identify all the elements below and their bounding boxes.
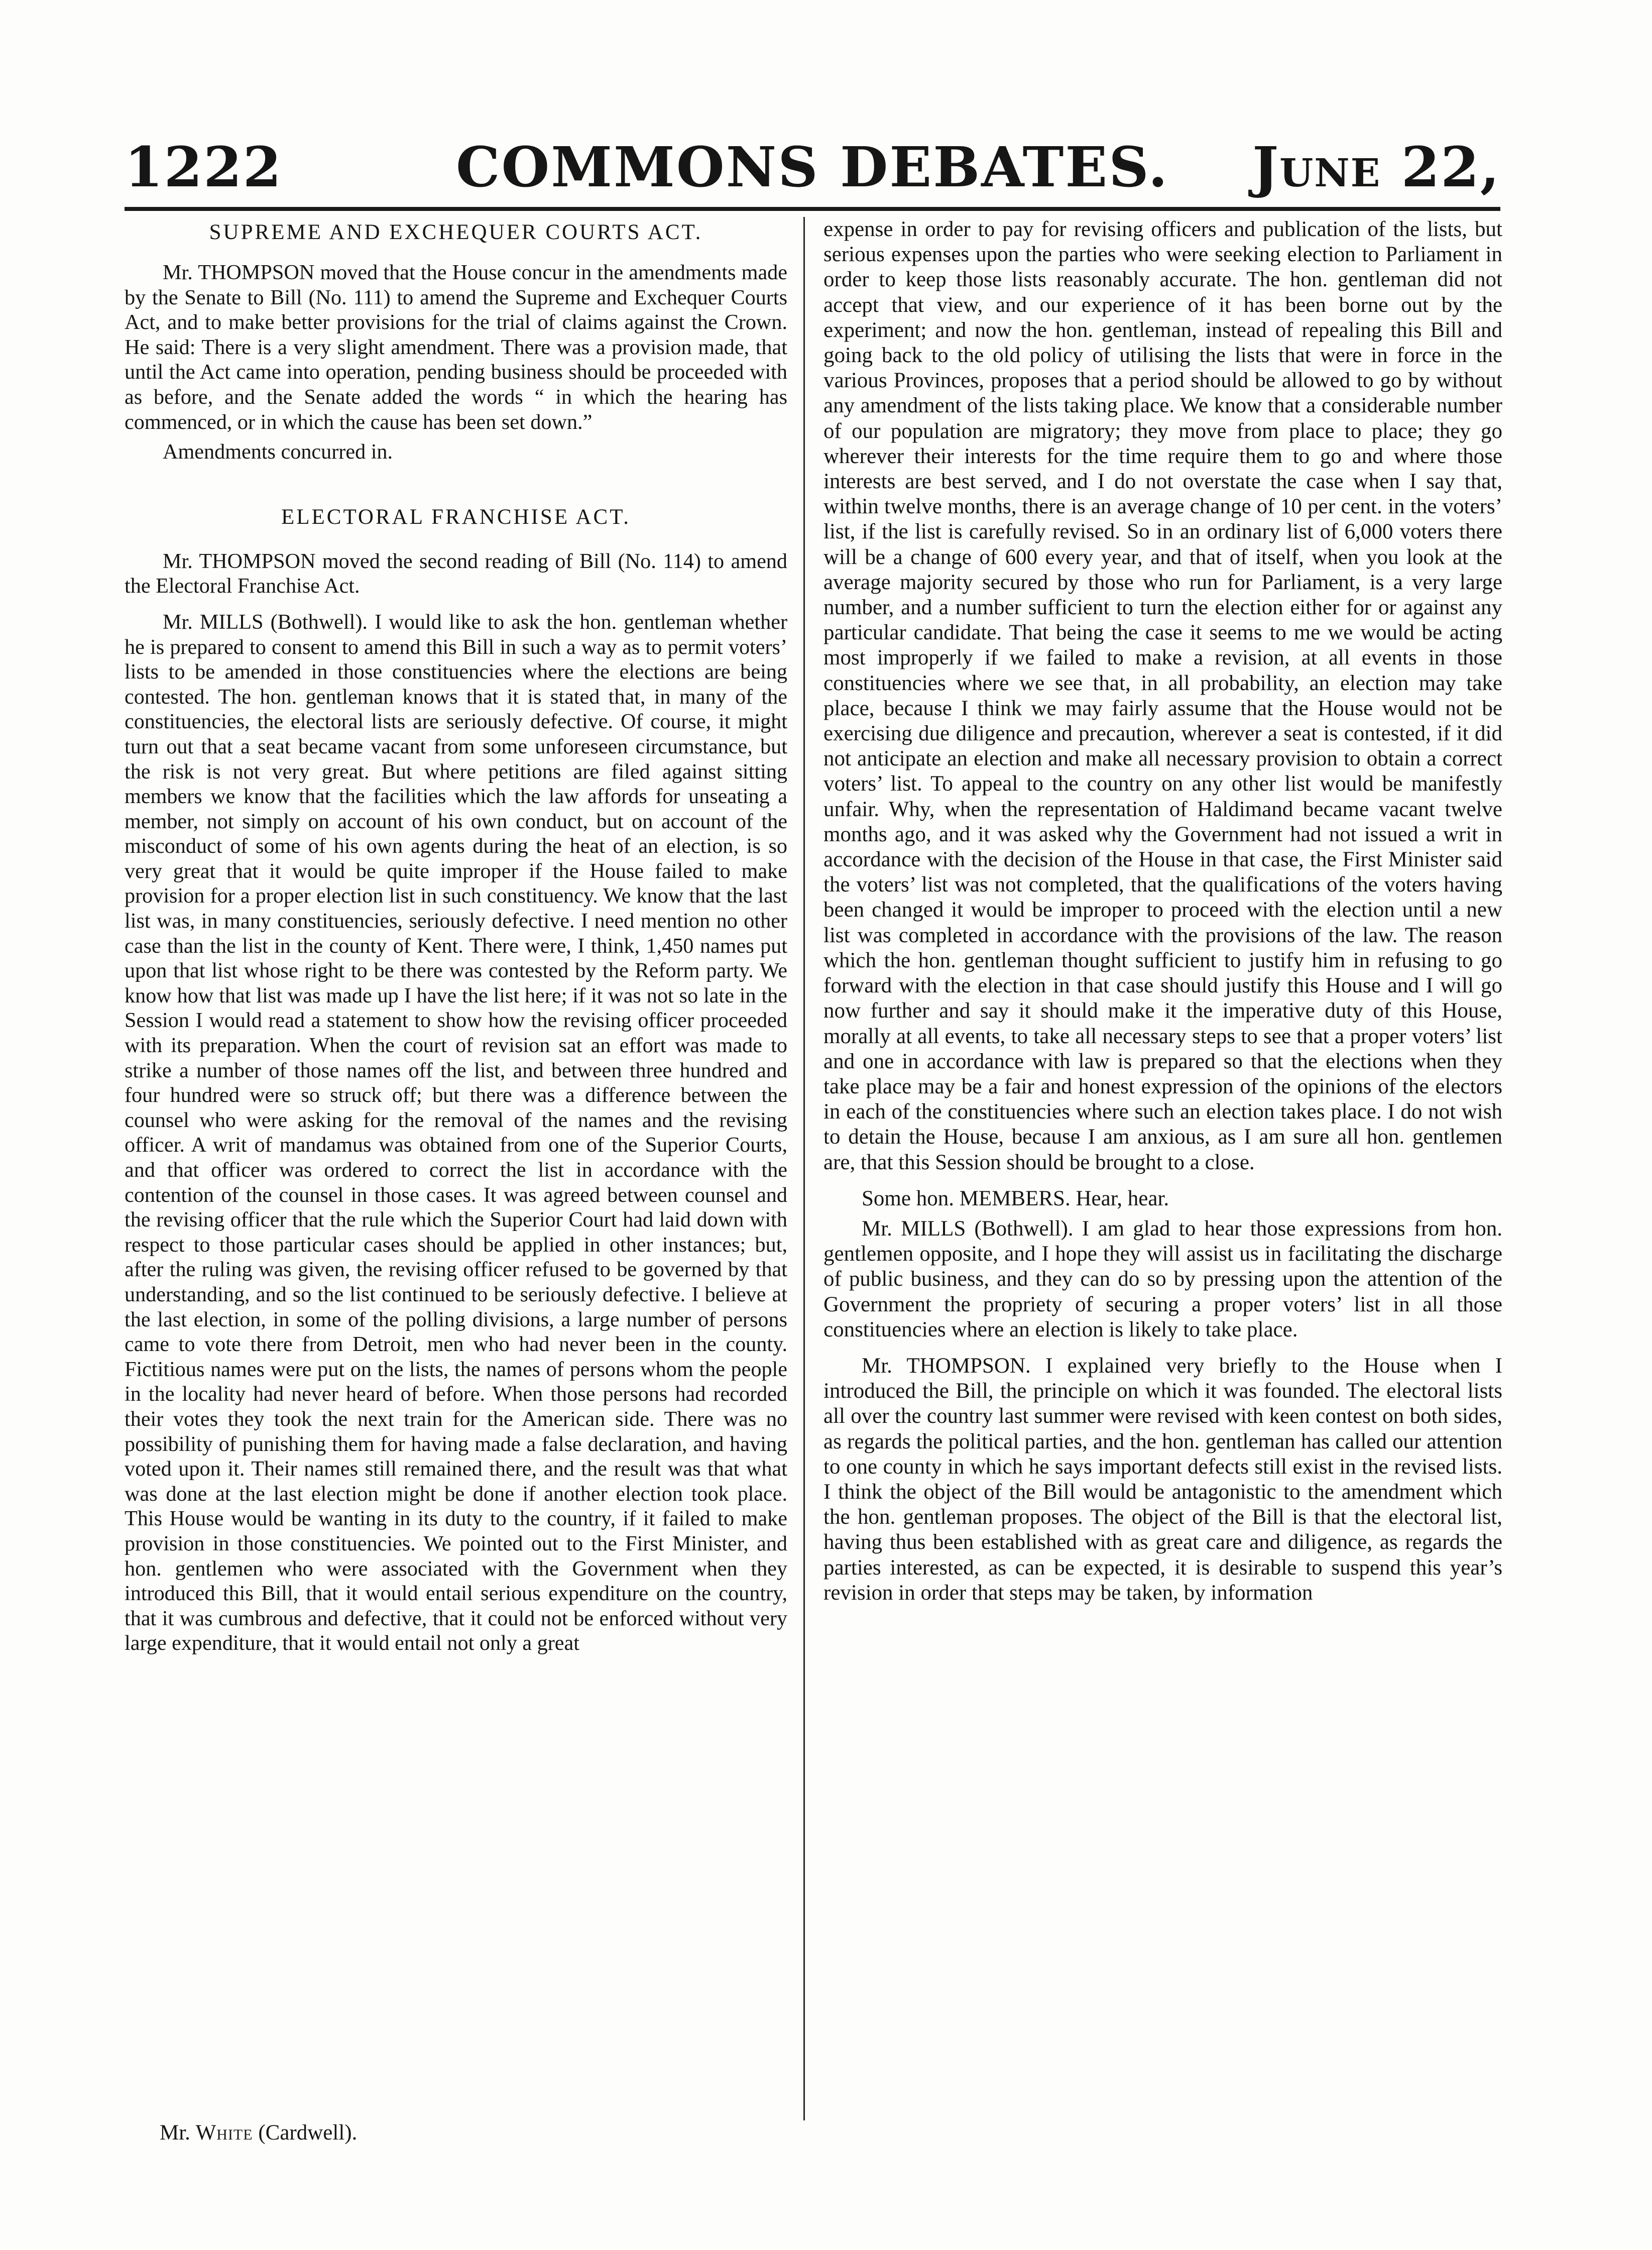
footer-speaker-name: White [195, 2121, 253, 2145]
paragraph-mills-reply: Mr. MILLS (Bothwell). I am glad to hear those expressions from hon. gentlemen opposite, and I hope they will assist us in facilitating the discharge of public business, and they can do so by pressing upon the attention of the Government the propriety of securing a proper voters’ list in all those constituencies where an election is likely to take place. [823, 1216, 1502, 1341]
section-heading-supreme-courts: SUPREME AND EXCHEQUER COURTS ACT. [209, 220, 703, 244]
paragraph-amendments-concurred: Amendments concurred in. [163, 440, 393, 464]
footer-speaker-suffix: (Cardwell). [258, 2121, 358, 2145]
paragraph-hear-hear: Some hon. MEMBERS. Hear, hear. [862, 1186, 1169, 1210]
section-heading-electoral-franchise: ELECTORAL FRANCHISE ACT. [281, 505, 631, 529]
right-column [823, 217, 1502, 1606]
footer-speaker-note [160, 2120, 357, 2146]
footer-speaker-prefix: Mr. [160, 2121, 190, 2145]
paragraph-mills-continued: expense in order to pay for revising officers and publication of the lists, but serious expenses upon the parties who were seeking election to Parliament in order to keep those lists reasonably accurate. The hon. gentleman did not accept that view, and our experience of it has been borne out by the experiment; and now the hon. gentleman, instead of repealing this Bill and going back to the old policy of utilising the lists that were in force in the various Provinces, proposes that a period should be allowed to go by without any amendment of the lists taking place. We know that a considerable number of our population are migratory; they move from place to place; they go wherever their interests for the time require them to go and where those interests are best served, and I do not overstate the case when I say that, within twelve months, there is an average change of 10 per cent. in the voters’ list, if the list is carefully revised. So in an ordinary list of 6,000 voters there will be a change of 600 every year, and that of itself, when you look at the average majority secured by those who run for Parliament, is a very large number, and a number sufficient to turn the election either for or against any particular candidate. That being the case it seems to me we would be acting most improperly if we failed to make a revision, at all events in those constituencies where we see that, in all probability, an election may take place, because I think we may fairly assume that the House would not be exercising due diligence and precaution, wherever a seat is contested, if it did not anticipate an election and make all necessary provision to obtain a correct voters’ list. To appeal to the country on any other list would be manifestly unfair. Why, when the representation of Haldimand became vacant twelve months ago, and it was asked why the Government had not issued a writ in accordance with the decision of the House in that case, the First Minister said the voters’ list was not completed, that the qualifications of the voters having been changed it would be improper to proceed with the election until a new list was completed in accordance with the provisions of the law. The reason which the hon. gentleman thought sufficient to justify him in refusing to go forward with the election in that case should justify this House and I will go now further and say it should make it the imperative duty of this House, morally at all events, to take all necessary steps to see that a proper voters’ list and one in accordance with law is prepared so that the elections when they take place may be a fair and honest expression of the opinions of the electors in each of the constituencies where such an election takes place. I do not wish to detain the House, because I am anxious, as I am sure all hon. gentlemen are, that this Session should be brought to a close. [823, 217, 1502, 1174]
page-date: June 22, [1252, 135, 1500, 199]
running-head [125, 135, 1500, 205]
column-divider [803, 217, 805, 2120]
paragraph-mills-speech: Mr. MILLS (Bothwell). I would like to ask the hon. gentleman whether he is prepared to consent to amend this Bill in such a way as to permit voters’ lists to be amended in those constituencies where the elections are being contested. The hon. gentleman knows that it is stated that, in many of the constituencies, the electoral lists are seriously defective. Of course, it might turn out that a seat became vacant from some unforeseen circumstance, but the risk is not very great. But where petitions are filed against sitting members we know that the facilities which the law affords for unseating a member, not simply on account of his own conduct, but on account of the misconduct of some of his own agents during the heat of an election, is so very great that it would be quite improper if the House failed to make provision for a proper election list in such constituency. We know that the last list was, in many constituencies, seriously defective. I need mention no other case than the list in the county of Kent. There were, I think, 1,450 names put upon that list whose right to be there was contested by the Reform party. We know how that list was made up I have the list here; if it was not so late in the Session I would read a statement to show how the revising officer proceeded with its preparation. When the court of revision sat an effort was made to strike a number of those names off the list, and between three hundred and four hundred were so struck off; but there was a difference between the counsel who were asking for the removal of the names and the revising officer. A writ of mandamus was obtained from one of the Superior Courts, and that officer was ordered to correct the list in accordance with the contention of the counsel in those cases. It was agreed between counsel and the revising officer that the rule which the Superior Court had laid down with respect to those particular cases should be applied in other instances; but, after the ruling was given, the revising officer refused to be governed by that understanding, and so the list continued to be seriously defective. I believe at the last election, in some of the polling divisions, a large number of persons came to vote there from Detroit, men who had never been in the county. Fictitious names were put on the lists, the names of persons whom the people in the locality had never heard of before. When those persons had recorded their votes they took the next train for the American side. There was no possibility of punishing them for having made a false declaration, and having voted upon it. Their names still remained there, and the result was that what was done at the last election might be done if another election took place. This House would be wanting in its duty to the country, if it failed to make provision in those constituencies. We pointed out to the First Minister, and hon. gentlemen who were associated with the Government when they introduced this Bill, that it would entail serious expenditure on the country, that it was cumbrous and defective, that it could not be enforced without very large expenditure, that it would entail not only a great [125, 610, 787, 1655]
header-rule [125, 207, 1500, 211]
left-column [125, 220, 787, 1656]
paragraph-thompson-second-reading: Mr. THOMPSON moved the second reading of Bill (No. 114) to amend the Electoral Franchise Act. [125, 549, 787, 598]
page-number: 1222 [125, 135, 283, 199]
paragraph-thompson-reply: Mr. THOMPSON. I explained very briefly to the House when I introduced the Bill, the principle on which it was founded. The electoral lists all over the country last summer were revised with keen contest on both sides, as regards the political parties, and the hon. gentleman has called our attention to one county in which he says important defects still exist in the revised lists. I think the object of the Bill would be antagonistic to the amendment which the hon. gentleman proposes. The object of the Bill is that the electoral list, having thus been established with as great care and diligence, as regards the parties interested, as can be expected, it is desirable to suspend this year’s revision in order that steps may be taken, by information [823, 1354, 1502, 1605]
publication-title: COMMONS DEBATES. [455, 135, 1169, 199]
paragraph-thompson-concur: Mr. THOMPSON moved that the House concur in the amendments made by the Senate to Bill (No. 111) to amend the Supreme and Exchequer Courts Act, and to make better provisions for the trial of claims against the Crown. He said: There is a very slight amendment. There was a provision made, that until the Act came into operation, pending business should be proceeded with as before, and the Senate added the words “ in which the hearing has commenced, or in which the cause has been set down.” [125, 261, 787, 434]
